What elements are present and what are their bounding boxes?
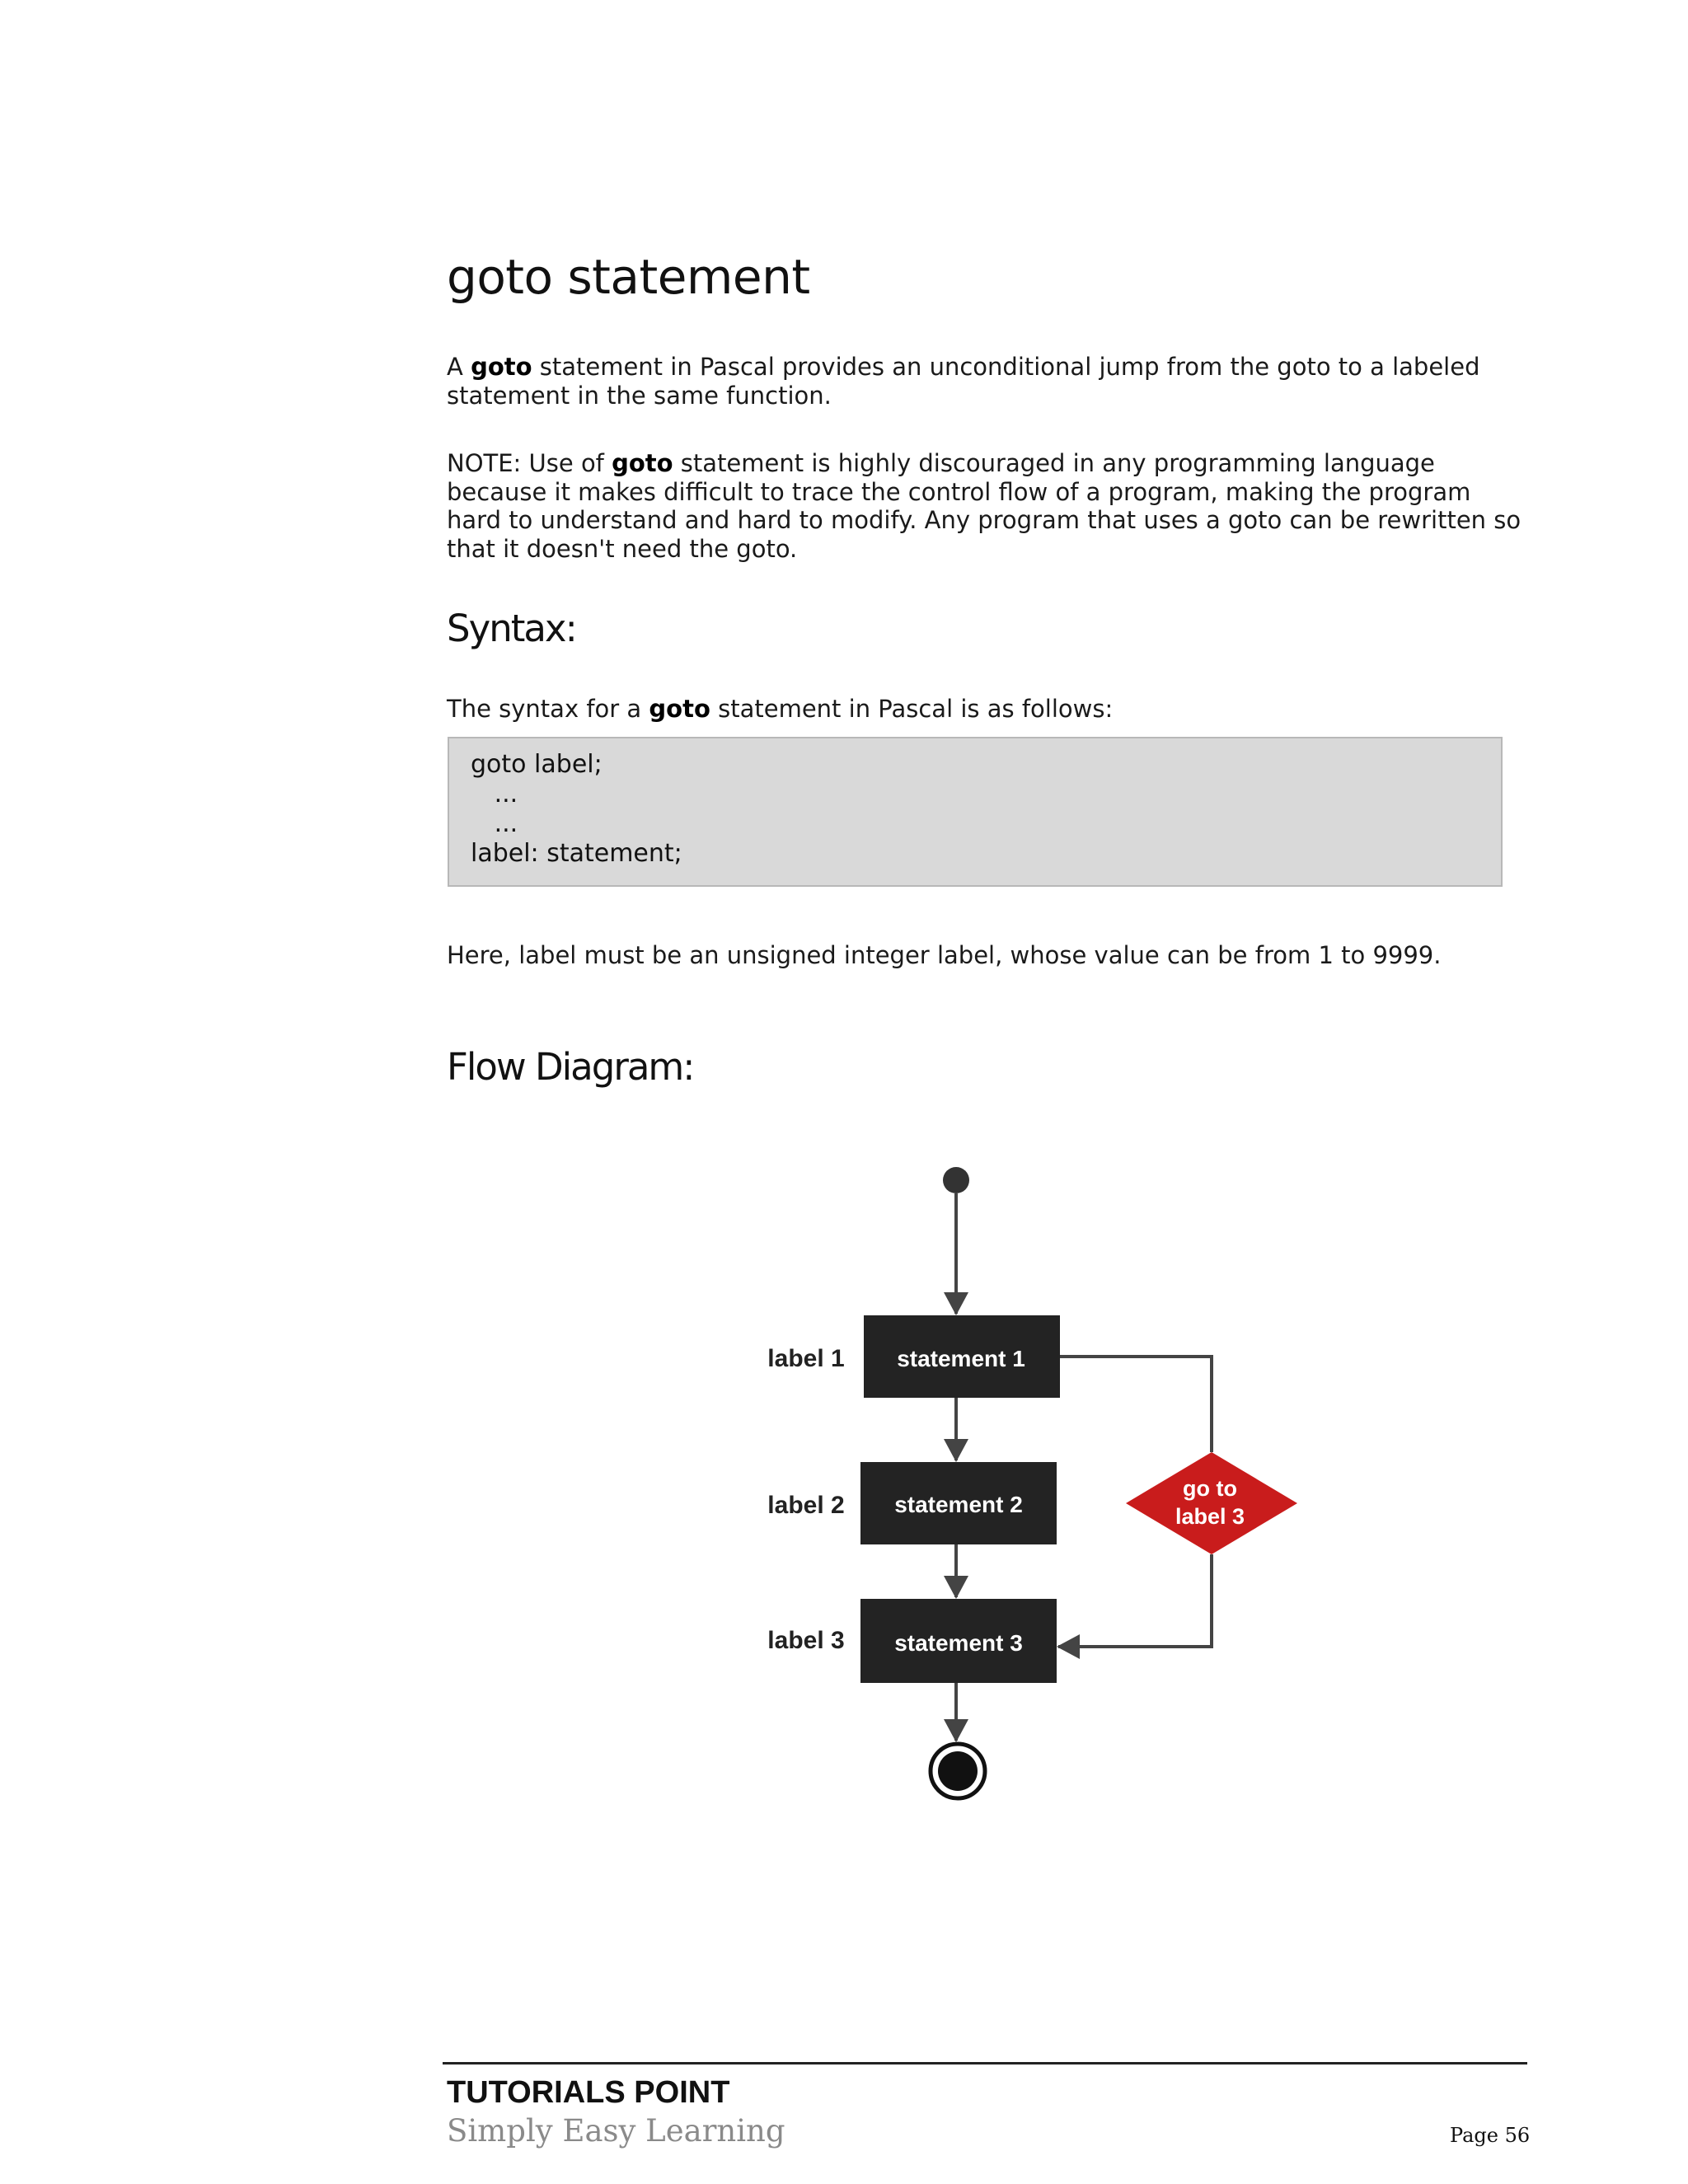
label-1-text: label 1 (767, 1345, 845, 1372)
footer-tagline: Simply Easy Learning (447, 2113, 785, 2149)
start-node (943, 1167, 969, 1193)
flow-diagram (742, 1154, 1319, 1813)
decision-text-line-2: label 3 (1175, 1504, 1245, 1529)
decision-diamond (1126, 1452, 1297, 1554)
statement-3-text: statement 3 (894, 1630, 1023, 1656)
end-node (938, 1751, 978, 1791)
label-3-text: label 3 (767, 1627, 845, 1654)
page-number: Page 56 (1450, 2124, 1531, 2147)
page-title: goto statement (447, 249, 810, 305)
statement-1-text: statement 1 (897, 1346, 1025, 1371)
note-text-start: NOTE: Use of (447, 449, 612, 477)
intro-keyword: goto (471, 353, 532, 381)
note-text-end: statement is highly discouraged in any programming language because it makes difficult to trace the control flow of a program, making the program hard to understand and hard to modify. Any program that uses a goto can be rewritten so that it doesn't need the goto. (447, 449, 1522, 563)
label-explanation: Here, label must be an unsigned integer label, whose value can be from 1 to 9999. (447, 941, 1442, 969)
syntax-lead (447, 695, 1526, 724)
note-paragraph (447, 449, 1526, 563)
syntax-lead-start: The syntax for a (447, 695, 649, 723)
syntax-heading: Syntax: (447, 607, 576, 650)
flow-heading: Flow Diagram: (447, 1045, 694, 1089)
intro-paragraph (447, 353, 1526, 410)
note-keyword: goto (612, 449, 673, 477)
label-2-text: label 2 (767, 1492, 845, 1519)
intro-text-end: statement in Pascal provides an unconditional jump from the goto to a labeled statement in the same function. (447, 353, 1480, 410)
decision-text-line-1: go to (1183, 1476, 1237, 1501)
branch-line-to-decision (1060, 1357, 1212, 1452)
code-block (448, 737, 1503, 887)
syntax-lead-end: statement in Pascal is as follows: (710, 695, 1114, 723)
code-text: goto label; ... ... label: statement; (471, 750, 682, 868)
statement-2-text: statement 2 (894, 1492, 1023, 1517)
footer-divider (443, 2062, 1527, 2064)
footer-brand: TUTORIALS POINT (447, 2075, 730, 2110)
branch-arrow-to-statement-3 (1058, 1554, 1212, 1647)
intro-text-start: A (447, 353, 471, 381)
syntax-keyword: goto (649, 695, 710, 723)
